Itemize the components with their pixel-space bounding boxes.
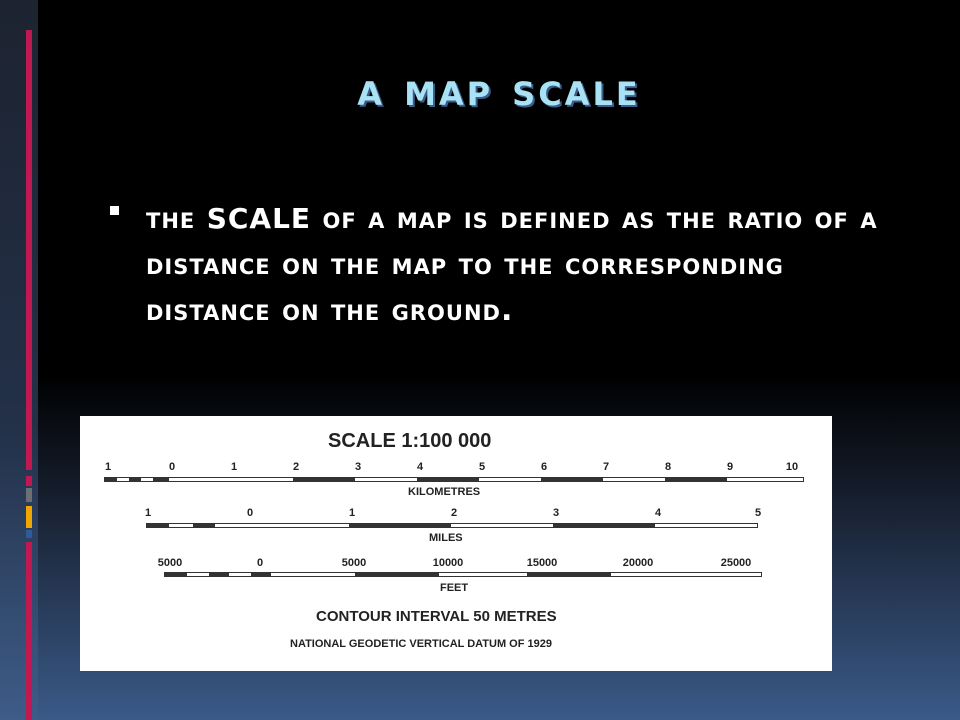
km-tick-label: 6	[540, 461, 548, 473]
km-bar-seg	[293, 478, 355, 481]
mile-tick-label: 5	[754, 507, 762, 519]
accent-bar-pink-bottom	[26, 542, 32, 720]
feet-bar-seg	[251, 573, 271, 576]
km-tick-label: 1	[230, 461, 238, 473]
contour-interval-text: CONTOUR INTERVAL 50 METRES	[316, 608, 557, 625]
km-bar-seg	[129, 478, 141, 481]
mile-tick-label: 4	[654, 507, 662, 519]
feet-bar-seg	[209, 573, 229, 576]
feet-tick-label: 25000	[720, 557, 752, 569]
feet-bar-seg	[355, 573, 439, 576]
km-bar-seg	[417, 478, 479, 481]
mile-tick-label: 3	[552, 507, 560, 519]
bullet-item	[110, 196, 910, 334]
slide	[38, 0, 960, 720]
scale-title: SCALE 1:100 000	[328, 430, 492, 452]
km-tick-label: 0	[168, 461, 176, 473]
map-scale-figure	[80, 416, 832, 671]
bullet-text	[146, 196, 910, 334]
miles-bar-seg	[349, 524, 451, 527]
miles-bar-seg	[147, 524, 169, 527]
accent-bar-orange	[26, 506, 32, 528]
km-tick-label: 7	[602, 461, 610, 473]
km-bar-seg	[541, 478, 603, 481]
feet-tick-label: 20000	[622, 557, 654, 569]
accent-bar-pink-small	[26, 476, 32, 486]
km-bar-seg	[105, 478, 117, 481]
km-bar-seg	[153, 478, 169, 481]
mile-tick-label: 2	[450, 507, 458, 519]
miles-label: MILES	[429, 532, 463, 544]
km-tick-label: 10	[785, 461, 799, 473]
km-tick-label: 3	[354, 461, 362, 473]
bullet-emphasis-scale: SCALE	[206, 202, 312, 235]
miles-bar-seg	[193, 524, 215, 527]
slide-title: a map scale	[357, 62, 641, 116]
accent-bar-blue	[26, 530, 32, 538]
mile-tick-label: 0	[246, 507, 254, 519]
feet-label: FEET	[440, 582, 469, 594]
accent-bar-gray	[26, 488, 32, 502]
datum-text: NATIONAL GEODETIC VERTICAL DATUM OF 1929	[290, 638, 552, 650]
km-label: KILOMETRES	[408, 486, 481, 498]
mile-tick-label: 1	[348, 507, 356, 519]
miles-bar-seg	[553, 524, 655, 527]
feet-bar-seg	[527, 573, 611, 576]
feet-tick-label: 0	[256, 557, 264, 569]
feet-scale-bar	[164, 572, 762, 577]
feet-bar-seg	[165, 573, 187, 576]
accent-bar-pink-top	[26, 30, 32, 470]
km-bar-seg	[665, 478, 727, 481]
feet-tick-label: 10000	[432, 557, 464, 569]
left-decoration-strip	[0, 0, 38, 720]
bullet-text-before: the	[146, 201, 207, 236]
km-tick-label: 4	[416, 461, 424, 473]
km-tick-label: 5	[478, 461, 486, 473]
miles-scale-bar	[146, 523, 758, 528]
square-bullet-icon	[110, 206, 119, 215]
km-tick-label: 8	[664, 461, 672, 473]
feet-tick-label: 5000	[157, 557, 183, 569]
km-tick-label: 9	[726, 461, 734, 473]
km-tick-label: 2	[292, 461, 300, 473]
km-tick-label: 1	[104, 461, 112, 473]
mile-tick-label: 1	[144, 507, 152, 519]
feet-tick-label: 15000	[526, 557, 558, 569]
km-scale-bar	[104, 477, 804, 482]
bullet-text-after: of a map is defined as the ratio of a distance on the map to the corresponding distance on the ground.	[146, 201, 878, 328]
feet-tick-label: 5000	[341, 557, 367, 569]
